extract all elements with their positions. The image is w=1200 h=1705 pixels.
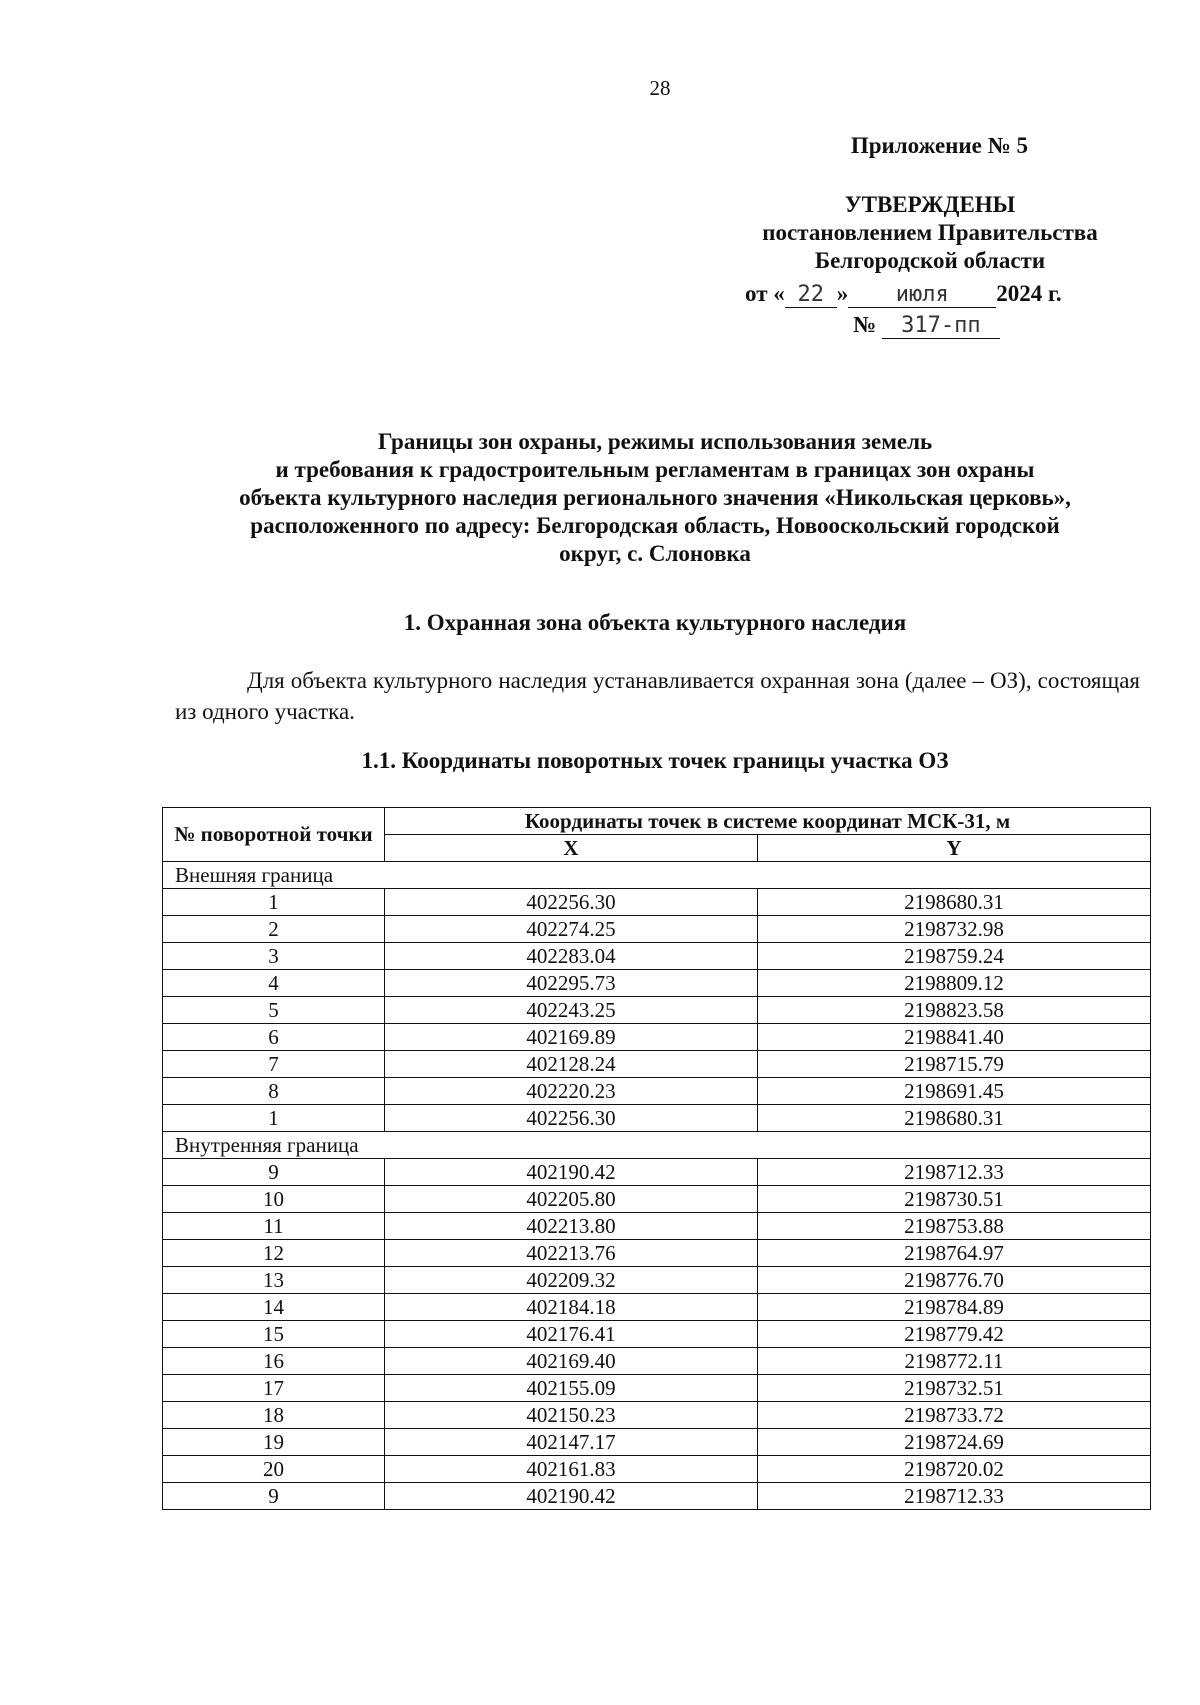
approval-line-1: постановлением Правительства — [762, 220, 1098, 245]
section-heading: 1. Охранная зона объекта культурного наследия — [403, 610, 907, 635]
document-title-line: округ, с. Слоновка — [559, 541, 751, 566]
cell-x: 402169.40 — [385, 1348, 758, 1375]
table-row — [163, 1483, 1151, 1510]
cell-x: 402283.04 — [385, 943, 758, 970]
cell-y: 2198784.89 — [758, 1294, 1151, 1321]
group-label: Внешняя граница — [163, 862, 1151, 889]
approval-block — [720, 191, 1140, 275]
cell-x: 402161.83 — [385, 1456, 758, 1483]
table-row — [163, 943, 1151, 970]
cell-point: 8 — [163, 1078, 385, 1105]
date-month: июля — [848, 282, 996, 308]
cell-x: 402256.30 — [385, 1105, 758, 1132]
cell-x: 402295.73 — [385, 970, 758, 997]
date-prefix: от « — [745, 281, 785, 306]
table-row — [163, 1402, 1151, 1429]
cell-x: 402150.23 — [385, 1402, 758, 1429]
header-coords: Координаты точек в системе координат МСК-31, м — [385, 808, 1151, 835]
table-row — [163, 1051, 1151, 1078]
paragraph: Для объекта культурного наследия устанавливается охранная зона (далее – ОЗ), состоящая из одного участка. — [175, 668, 1140, 724]
header-y: Y — [758, 835, 1151, 862]
table-row — [163, 1240, 1151, 1267]
group-row — [163, 1132, 1151, 1159]
table-row — [163, 1375, 1151, 1402]
cell-x: 402220.23 — [385, 1078, 758, 1105]
cell-y: 2198764.97 — [758, 1240, 1151, 1267]
cell-x: 402169.89 — [385, 1024, 758, 1051]
number-value: 317-пп — [882, 313, 1000, 339]
table-row — [163, 1456, 1151, 1483]
cell-y: 2198691.45 — [758, 1078, 1151, 1105]
cell-point: 5 — [163, 997, 385, 1024]
cell-point: 15 — [163, 1321, 385, 1348]
cell-y: 2198712.33 — [758, 1159, 1151, 1186]
appendix-label: Приложение № 5 — [850, 133, 1028, 158]
cell-y: 2198732.51 — [758, 1375, 1151, 1402]
approval-number — [853, 312, 1000, 339]
cell-x: 402274.25 — [385, 916, 758, 943]
table-row — [163, 1267, 1151, 1294]
cell-y: 2198776.70 — [758, 1267, 1151, 1294]
table-row — [163, 1321, 1151, 1348]
cell-y: 2198712.33 — [758, 1483, 1151, 1510]
cell-x: 402147.17 — [385, 1429, 758, 1456]
cell-x: 402184.18 — [385, 1294, 758, 1321]
table-row — [163, 1348, 1151, 1375]
date-day: 22 — [785, 282, 837, 308]
cell-point: 13 — [163, 1267, 385, 1294]
cell-point: 20 — [163, 1456, 385, 1483]
cell-x: 402128.24 — [385, 1051, 758, 1078]
table-row — [163, 1078, 1151, 1105]
number-prefix: № — [853, 312, 877, 337]
document-title-line: расположенного по адресу: Белгородская область, Новооскольский городской — [250, 513, 1060, 538]
cell-x: 402155.09 — [385, 1375, 758, 1402]
cell-y: 2198809.12 — [758, 970, 1151, 997]
table-row — [163, 1159, 1151, 1186]
cell-point: 9 — [163, 1483, 385, 1510]
cell-y: 2198759.24 — [758, 943, 1151, 970]
cell-point: 7 — [163, 1051, 385, 1078]
approval-title: УТВЕРЖДЕНЫ — [844, 192, 1016, 217]
cell-y: 2198724.69 — [758, 1429, 1151, 1456]
approval-line-2: Белгородской области — [814, 248, 1046, 273]
cell-point: 12 — [163, 1240, 385, 1267]
document-title-line: объекта культурного наследия регионального значения «Никольская церковь», — [239, 485, 1071, 510]
cell-point: 17 — [163, 1375, 385, 1402]
table-row — [163, 1294, 1151, 1321]
cell-y: 2198715.79 — [758, 1051, 1151, 1078]
cell-x: 402190.42 — [385, 1483, 758, 1510]
cell-point: 4 — [163, 970, 385, 997]
cell-x: 402243.25 — [385, 997, 758, 1024]
header-point: № поворотной точки — [163, 808, 385, 862]
cell-y: 2198823.58 — [758, 997, 1151, 1024]
subsection-heading: 1.1. Координаты поворотных точек границы участка ОЗ — [361, 748, 949, 773]
page-number: 28 — [649, 76, 671, 100]
table-body — [163, 862, 1151, 1510]
cell-point: 9 — [163, 1159, 385, 1186]
table-row — [163, 970, 1151, 997]
cell-y: 2198730.51 — [758, 1186, 1151, 1213]
cell-point: 2 — [163, 916, 385, 943]
cell-y: 2198779.42 — [758, 1321, 1151, 1348]
cell-x: 402205.80 — [385, 1186, 758, 1213]
cell-y: 2198772.11 — [758, 1348, 1151, 1375]
cell-y: 2198680.31 — [758, 889, 1151, 916]
header-x: X — [385, 835, 758, 862]
date-year: 2024 г. — [996, 281, 1062, 306]
cell-point: 10 — [163, 1186, 385, 1213]
document-title-line: Границы зон охраны, режимы использования земель — [377, 429, 933, 454]
table-row — [163, 1213, 1151, 1240]
cell-point: 6 — [163, 1024, 385, 1051]
coordinates-table — [162, 807, 1151, 1510]
cell-x: 402213.76 — [385, 1240, 758, 1267]
table-row — [163, 1024, 1151, 1051]
cell-x: 402209.32 — [385, 1267, 758, 1294]
table-row — [163, 916, 1151, 943]
cell-point: 14 — [163, 1294, 385, 1321]
cell-x: 402176.41 — [385, 1321, 758, 1348]
cell-x: 402256.30 — [385, 889, 758, 916]
cell-y: 2198732.98 — [758, 916, 1151, 943]
table-row — [163, 1429, 1151, 1456]
cell-y: 2198720.02 — [758, 1456, 1151, 1483]
cell-point: 19 — [163, 1429, 385, 1456]
document-title — [160, 428, 1150, 568]
cell-y: 2198841.40 — [758, 1024, 1151, 1051]
group-label: Внутренняя граница — [163, 1132, 1151, 1159]
document-title-line: и требования к градостроительным регламентам в границах зон охраны — [275, 457, 1035, 482]
date-day-suffix: » — [836, 281, 849, 306]
approval-date — [745, 281, 1062, 308]
cell-point: 16 — [163, 1348, 385, 1375]
group-row — [163, 862, 1151, 889]
table-row — [163, 997, 1151, 1024]
table-row — [163, 1186, 1151, 1213]
cell-y: 2198753.88 — [758, 1213, 1151, 1240]
cell-x: 402213.80 — [385, 1213, 758, 1240]
table-row — [163, 889, 1151, 916]
cell-x: 402190.42 — [385, 1159, 758, 1186]
cell-point: 1 — [163, 889, 385, 916]
table-row — [163, 1105, 1151, 1132]
cell-point: 1 — [163, 1105, 385, 1132]
cell-point: 18 — [163, 1402, 385, 1429]
cell-y: 2198733.72 — [758, 1402, 1151, 1429]
cell-y: 2198680.31 — [758, 1105, 1151, 1132]
cell-point: 11 — [163, 1213, 385, 1240]
cell-point: 3 — [163, 943, 385, 970]
